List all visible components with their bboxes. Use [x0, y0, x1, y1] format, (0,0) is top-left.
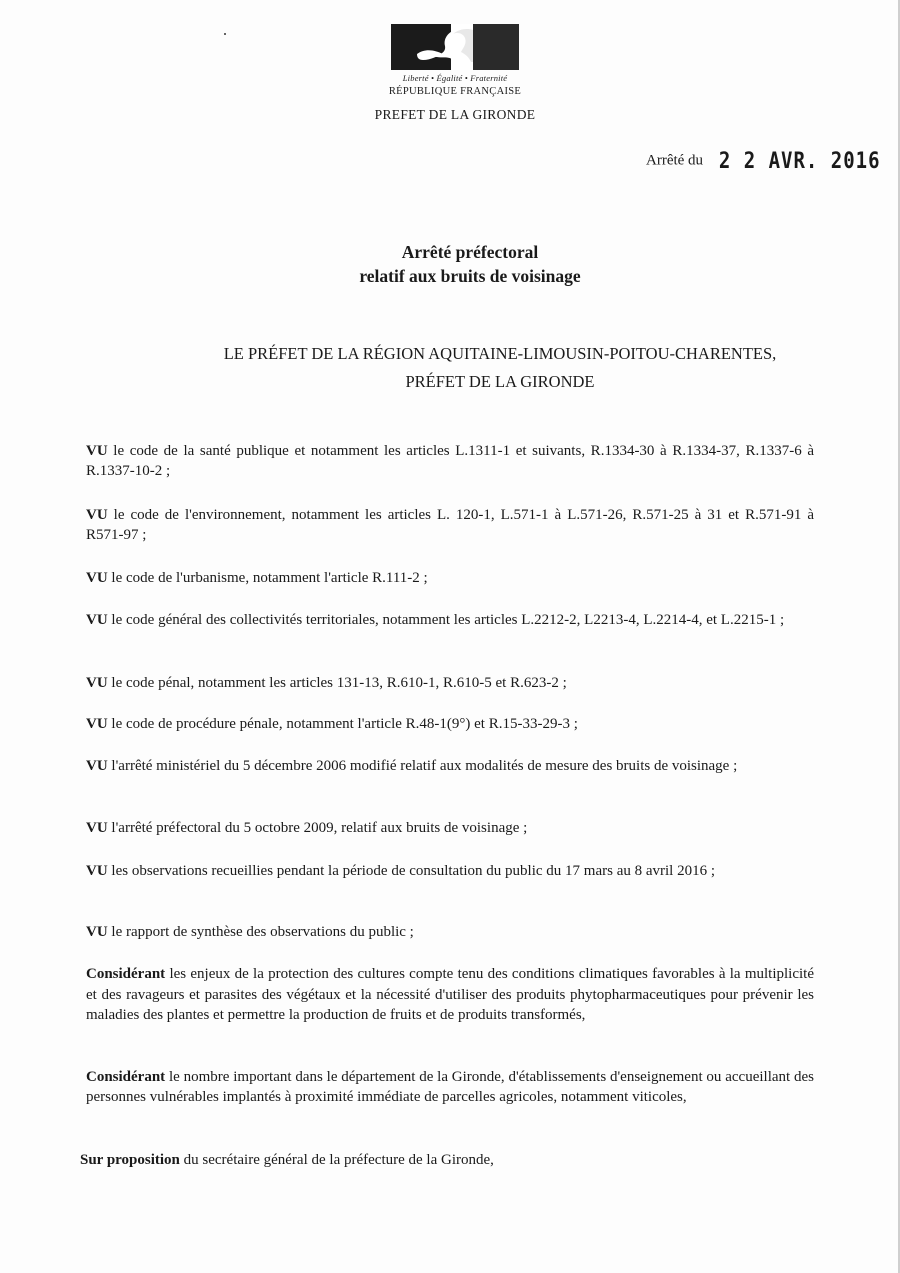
visa-text: les observations recueillies pendant la période de consultation du public du 17 mars au 8 avril 2016 ;	[107, 863, 716, 879]
date-stamp: 2 2 AVR. 2016	[718, 148, 881, 174]
considerant-keyword: Considérant	[86, 966, 166, 982]
visa-keyword: VU	[86, 507, 108, 523]
proposition-paragraph	[80, 1150, 808, 1170]
republic-name: RÉPUBLIQUE FRANÇAISE	[388, 86, 522, 97]
visa-text: l'arrêté ministériel du 5 décembre 2006 modifié relatif aux modalités de mesure des bruits de voisinage ;	[107, 758, 738, 774]
visa-keyword: VU	[86, 863, 108, 879]
visa-text: le code de l'urbanisme, notamment l'article R.111-2 ;	[107, 570, 428, 586]
considerant-text: les enjeux de la protection des cultures compte tenu des conditions climatiques favorables à la multiplicité et des ravageurs et parasites des végétaux et la nécessité d'utiliser des produits phytopharmaceutiques pour prévenir les maladies des plantes et permettre la production de fruits et de produits transformés,	[86, 966, 814, 1023]
marianne-logo	[391, 24, 519, 70]
visa-paragraph	[86, 441, 814, 481]
visa-keyword: VU	[86, 716, 108, 732]
visa-keyword: VU	[86, 675, 108, 691]
date-label: Arrêté du	[646, 152, 704, 169]
visa-keyword: VU	[86, 612, 108, 628]
visa-paragraph	[86, 714, 814, 734]
considerant-paragraph	[86, 964, 814, 1026]
document-title: Arrêté préfectoral	[401, 242, 539, 262]
visa-paragraph	[86, 756, 814, 776]
considerant-text: le nombre important dans le département de la Gironde, d'établissements d'enseignement ou accueillant des personnes vulnérables implantés à proximité immédiate de parcelles agricoles, notamment viticoles,	[86, 1069, 814, 1105]
republic-motto: Liberté • Égalité • Fraternité	[402, 73, 508, 83]
date-line	[646, 150, 881, 172]
visa-paragraph	[86, 673, 814, 693]
visa-keyword: VU	[86, 820, 108, 836]
considerant-keyword: Considérant	[86, 1069, 166, 1085]
prefet-title-line1: LE PRÉFET DE LA RÉGION AQUITAINE-LIMOUSIN-POITOU-CHARENTES,	[223, 344, 777, 363]
visa-paragraph	[86, 818, 814, 838]
visa-paragraph	[86, 861, 814, 881]
visa-text: le code de procédure pénale, notamment l'article R.48-1(9°) et R.15-33-29-3 ;	[107, 716, 578, 732]
visa-paragraph	[86, 922, 814, 942]
visa-paragraph	[86, 505, 814, 545]
visa-text: l'arrêté préfectoral du 5 octobre 2009, relatif aux bruits de voisinage ;	[107, 820, 528, 836]
visa-keyword: VU	[86, 924, 108, 940]
considerant-paragraph	[86, 1067, 814, 1107]
visa-keyword: VU	[86, 758, 108, 774]
prefet-title-line2: PRÉFET DE LA GIRONDE	[405, 372, 595, 391]
visa-text: le code de la santé publique et notamment les articles L.1311-1 et suivants, R.1334-30 à R.1334-37, R.1337-6 à R.1337-10-2 ;	[86, 443, 814, 479]
visa-paragraph	[86, 568, 814, 588]
visa-text: le rapport de synthèse des observations du public ;	[107, 924, 414, 940]
document-subtitle: relatif aux bruits de voisinage	[359, 266, 581, 286]
visa-text: le code pénal, notamment les articles 131-13, R.610-1, R.610-5 et R.623-2 ;	[107, 675, 567, 691]
prefet-header: PREFET DE LA GIRONDE	[374, 107, 536, 122]
proposition-text: du secrétaire général de la préfecture de la Gironde,	[179, 1152, 494, 1168]
proposition-keyword: Sur proposition	[80, 1152, 180, 1168]
visa-paragraph	[86, 610, 814, 630]
scan-speck	[224, 33, 226, 35]
visa-text: le code de l'environnement, notamment les articles L. 120-1, L.571-1 à L.571-26, R.571-25 à 31 et R.571-91 à R571-97 ;	[86, 507, 814, 543]
visa-keyword: VU	[86, 443, 108, 459]
visa-text: le code général des collectivités territoriales, notamment les articles L.2212-2, L2213-4, L.2214-4, et L.2215-1 ;	[107, 612, 785, 628]
visa-keyword: VU	[86, 570, 108, 586]
